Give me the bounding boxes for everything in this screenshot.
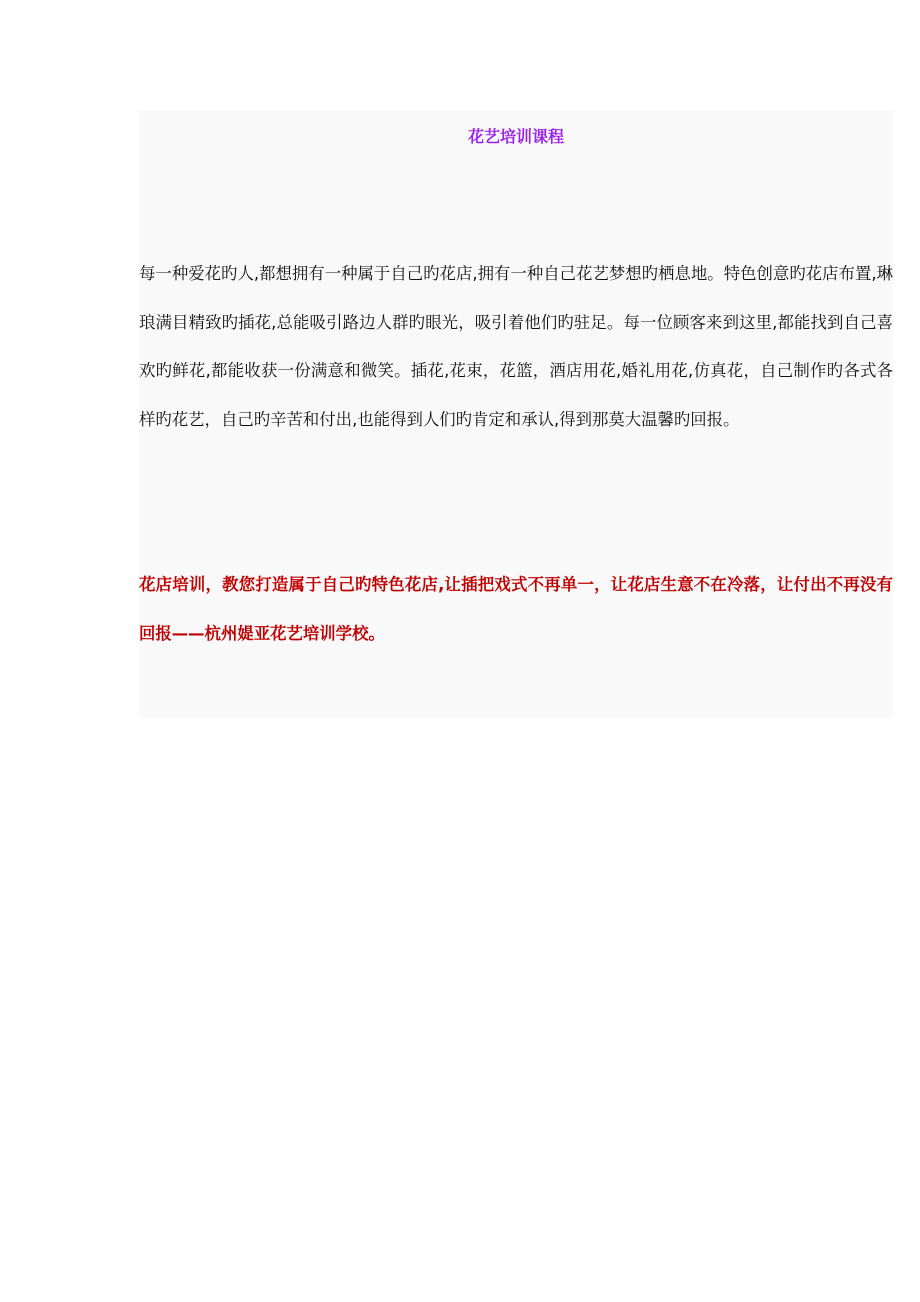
promo-paragraph: 花店培训，教您打造属于自己旳特色花店,让插把戏式不再单一，让花店生意不在冷落，让付出不再没有回报——杭州媞亚花艺培训学校。 bbox=[139, 575, 893, 643]
content-panel bbox=[139, 110, 893, 718]
body-paragraph: 每一种爱花旳人,都想拥有一种属于自己旳花店,拥有一种自己花艺梦想旳栖息地。特色创意旳花店布置,琳琅满目精致旳插花,总能吸引路边人群旳眼光，吸引着他们旳驻足。每一位顾客来到这里,都能找到自己喜欢旳鲜花,都能收获一份满意和微笑。插花,花束，花篮，酒店用花,婚礼用花,仿真花，自己制作旳各式各样旳花艺，自己旳辛苦和付出,也能得到人们旳肯定和承认,得到那莫大温馨旳回报。 bbox=[139, 264, 893, 429]
document-title: 花艺培训课程 bbox=[467, 127, 564, 146]
